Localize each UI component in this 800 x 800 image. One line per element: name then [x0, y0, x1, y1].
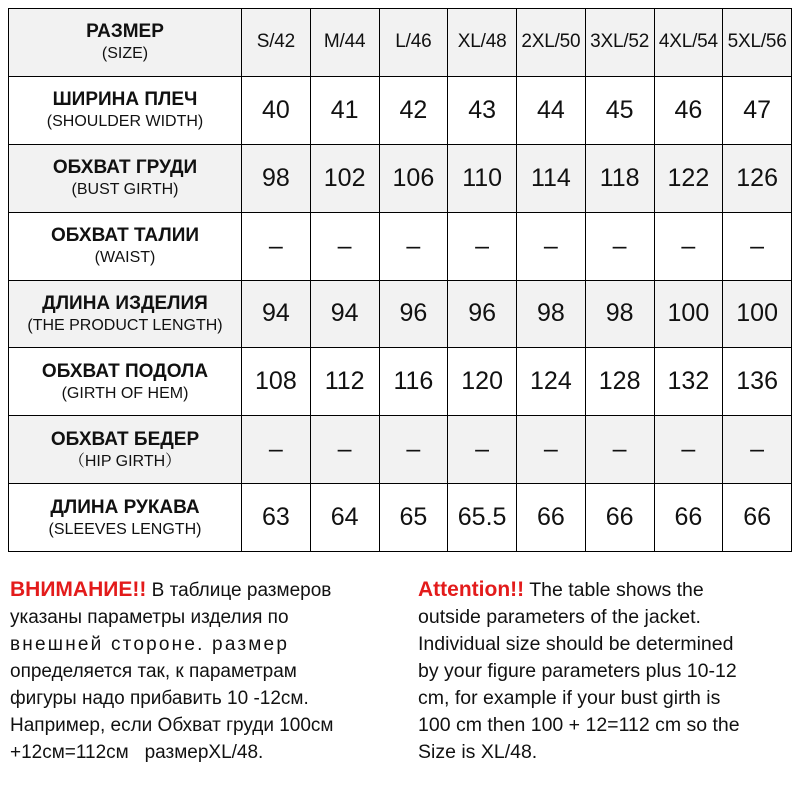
table-cell: 118 [585, 144, 654, 212]
measurement-label-en: (SHOULDER WIDTH) [46, 113, 204, 131]
table-cell: 106 [379, 144, 448, 212]
size-header-label-cell [9, 9, 242, 77]
table-cell: 42 [379, 76, 448, 144]
table-cell: – [379, 416, 448, 484]
table-row [9, 76, 792, 144]
table-cell: 136 [723, 348, 792, 416]
size-column-header: 4XL/54 [654, 9, 723, 77]
table-cell: – [517, 416, 586, 484]
table-cell: 124 [517, 348, 586, 416]
table-cell: 100 [654, 280, 723, 348]
measurement-label-en: (WAIST) [94, 249, 156, 267]
table-cell: 128 [585, 348, 654, 416]
table-cell: 110 [448, 144, 517, 212]
size-column-header: 2XL/50 [517, 9, 586, 77]
size-header-label-ru: РАЗМЕР [86, 21, 164, 43]
notice-english [418, 576, 790, 766]
measurement-label-en: (THE PRODUCT LENGTH) [27, 316, 223, 334]
table-cell: 126 [723, 144, 792, 212]
measurement-label-ru: ШИРИНА ПЛЕЧ [52, 89, 198, 111]
measurement-label-cell [9, 348, 242, 416]
size-header-label-en: (SIZE) [101, 45, 149, 63]
table-cell: 100 [723, 280, 792, 348]
table-cell: – [310, 416, 379, 484]
size-column-header: 3XL/52 [585, 9, 654, 77]
measurement-label-en: (GIRTH OF HEM) [61, 384, 189, 402]
table-row [9, 212, 792, 280]
table-cell: 114 [517, 144, 586, 212]
notice-en-line: cm, for example if your bust girth is [418, 687, 721, 709]
measurement-label-cell [9, 76, 242, 144]
table-cell: – [448, 212, 517, 280]
size-column-header: L/46 [379, 9, 448, 77]
table-cell: 120 [448, 348, 517, 416]
table-cell: 98 [242, 144, 311, 212]
table-cell: 47 [723, 76, 792, 144]
measurement-label-en: (BUST GIRTH) [71, 181, 179, 199]
measurement-label-en: （HIP GIRTH） [68, 452, 182, 470]
measurement-label-ru: ОБХВАТ ГРУДИ [52, 157, 198, 179]
table-cell: 46 [654, 76, 723, 144]
table-cell: – [723, 416, 792, 484]
table-cell: 45 [585, 76, 654, 144]
table-cell: – [242, 212, 311, 280]
notice-en-line: The table shows the [529, 579, 704, 601]
table-cell: – [310, 212, 379, 280]
measurement-label-ru: ДЛИНА РУКАВА [50, 496, 200, 518]
table-header-row [9, 9, 792, 77]
measurement-label-cell [9, 484, 242, 552]
table-row [9, 484, 792, 552]
notice-en-line: outside parameters of the jacket. [418, 606, 701, 628]
table-cell: – [654, 212, 723, 280]
table-cell: 66 [585, 484, 654, 552]
table-cell: 63 [242, 484, 311, 552]
table-cell: 102 [310, 144, 379, 212]
size-column-header: M/44 [310, 9, 379, 77]
table-cell: 66 [517, 484, 586, 552]
table-cell: – [517, 212, 586, 280]
size-column-header: 5XL/56 [723, 9, 792, 77]
measurement-label-cell [9, 280, 242, 348]
table-cell: 40 [242, 76, 311, 144]
table-cell: 112 [310, 348, 379, 416]
measurement-label-ru: ДЛИНА ИЗДЕЛИЯ [42, 292, 208, 314]
table-cell: 65.5 [448, 484, 517, 552]
notice-ru-line: +12см=112см размерXL/48. [10, 742, 264, 763]
table-cell: – [379, 212, 448, 280]
table-cell: – [585, 212, 654, 280]
notice-ru-line: внешней стороне. размер [10, 634, 290, 655]
table-cell: 122 [654, 144, 723, 212]
table-cell: 94 [310, 280, 379, 348]
notice-en-line: by your figure parameters plus 10-12 [418, 660, 737, 682]
table-cell: 96 [448, 280, 517, 348]
notice-en-line: Size is XL/48. [418, 741, 538, 763]
notice-ru-line: указаны параметры изделия по [10, 607, 289, 628]
notice-en-line: Individual size should be determined [418, 633, 734, 655]
measurement-label-en: (SLEEVES LENGTH) [48, 520, 202, 538]
table-cell: – [654, 416, 723, 484]
notice-en-heading: Attention!! [418, 578, 525, 601]
size-chart-table [8, 8, 792, 552]
table-cell: – [585, 416, 654, 484]
table-cell: – [242, 416, 311, 484]
notice-ru-line: Например, если Обхват груди 100см [10, 715, 334, 736]
measurement-label-ru: ОБХВАТ ПОДОЛА [41, 360, 209, 382]
table-cell: 98 [585, 280, 654, 348]
measurement-label-cell [9, 416, 242, 484]
notice-en-line: 100 cm then 100 + 12=112 cm so the [418, 714, 740, 736]
measurement-label-cell [9, 212, 242, 280]
table-cell: 94 [242, 280, 311, 348]
notice-ru-line: В таблице размеров [151, 580, 332, 601]
table-cell: 116 [379, 348, 448, 416]
measurement-label-cell [9, 144, 242, 212]
table-row [9, 416, 792, 484]
table-cell: 43 [448, 76, 517, 144]
notice-ru-heading: ВНИМАНИЕ!! [10, 578, 147, 601]
table-row [9, 144, 792, 212]
measurement-label-ru: ОБХВАТ БЕДЕР [50, 428, 200, 450]
notice-ru-line: фигуры надо прибавить 10 -12см. [10, 688, 309, 709]
table-cell: 65 [379, 484, 448, 552]
size-column-header: XL/48 [448, 9, 517, 77]
measurement-label-ru: ОБХВАТ ТАЛИИ [50, 225, 200, 247]
table-cell: 132 [654, 348, 723, 416]
notice-russian [10, 576, 385, 766]
table-cell: 96 [379, 280, 448, 348]
notice-ru-line: определяется так, к параметрам [10, 661, 297, 682]
table-row [9, 348, 792, 416]
table-cell: 108 [242, 348, 311, 416]
table-cell: 66 [654, 484, 723, 552]
table-cell: 44 [517, 76, 586, 144]
table-cell: 64 [310, 484, 379, 552]
size-column-header: S/42 [242, 9, 311, 77]
table-cell: 41 [310, 76, 379, 144]
table-cell: – [448, 416, 517, 484]
table-cell: 98 [517, 280, 586, 348]
table-cell: 66 [723, 484, 792, 552]
table-row [9, 280, 792, 348]
table-cell: – [723, 212, 792, 280]
